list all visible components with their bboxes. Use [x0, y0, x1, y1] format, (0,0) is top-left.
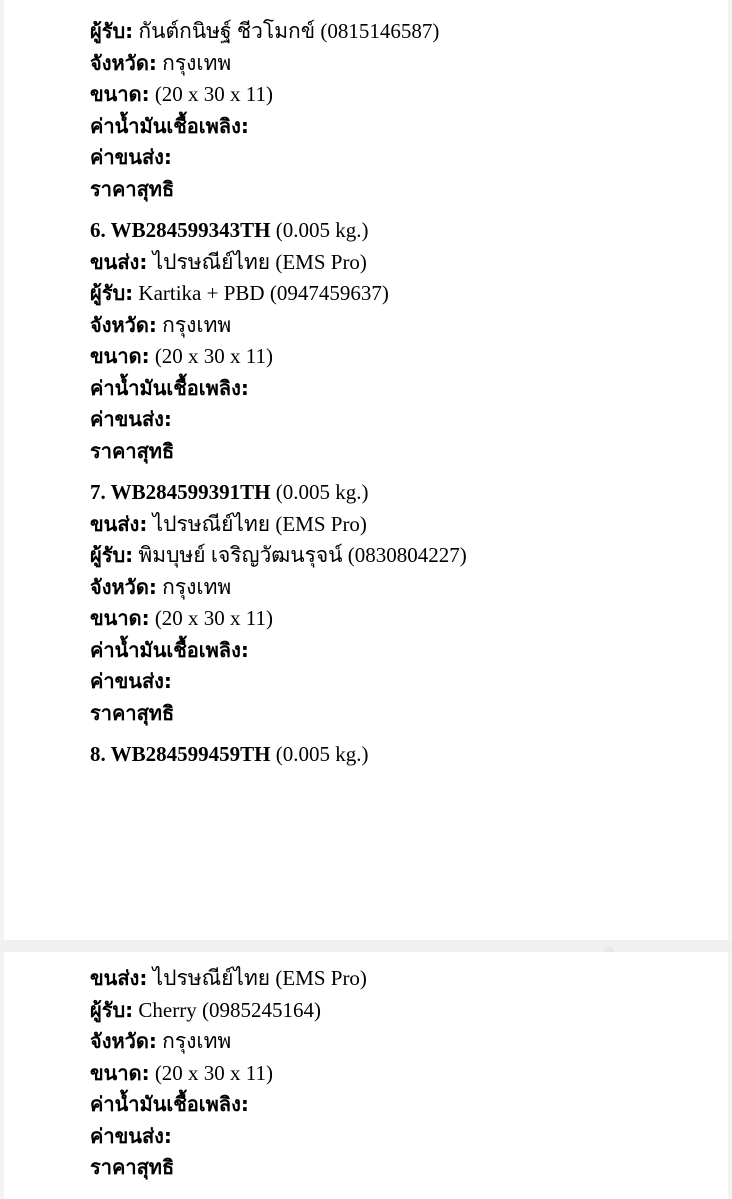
- province-row: จังหวัด: กรุงเทพ: [90, 574, 232, 599]
- shipment-entry-5: [90, 16, 728, 205]
- tracking-row: [90, 739, 728, 771]
- province-row: จังหวัด: กรุงเทพ: [90, 50, 232, 75]
- net-price-row: ราคาสุทธิ: [90, 438, 175, 463]
- right-edge: [728, 0, 732, 1199]
- province-row: จังหวัด: กรุงเทพ: [90, 1029, 232, 1053]
- net-price-row: ราคาสุทธิ: [90, 1155, 175, 1179]
- shipping-fee-row: ค่าขนส่ง:: [90, 1123, 172, 1148]
- shipment-entry-8-header: [90, 739, 728, 771]
- shipment-entry-7: [90, 477, 728, 729]
- fuel-row: ค่าน้ำมันเชื้อเพลิง:: [90, 637, 249, 662]
- fuel-row: ค่าน้ำมันเชื้อเพลิง:: [90, 113, 249, 138]
- net-price-row: ราคาสุทธิ: [90, 176, 175, 201]
- fuel-row: ค่าน้ำมันเชื้อเพลิง:: [90, 1092, 249, 1116]
- carrier-row: ขนส่ง: ไปรษณีย์ไทย (EMS Pro): [90, 249, 367, 274]
- size-row: ขนาด: (20 x 30 x 11): [90, 1060, 274, 1085]
- carrier-row: ขนส่ง: ไปรษณีย์ไทย (EMS Pro): [90, 966, 367, 990]
- recipient-row: ผู้รับ: พิมบุษย์ เจริญวัฒนรุจน์ (0830804227): [90, 543, 467, 567]
- shipment-list: [90, 16, 728, 771]
- weight: (0.005 kg.): [275, 480, 369, 504]
- size-row: ขนาด: (20 x 30 x 11): [90, 606, 274, 630]
- tracking-row: [90, 477, 728, 509]
- recipient-row: ผู้รับ: กันต์กนิษฐ์ ชีวโมกข์ (0815146587): [90, 19, 440, 43]
- province-row: จังหวัด: กรุงเทพ: [90, 312, 232, 337]
- tracking-number: 6. WB284599343TH: [90, 218, 271, 242]
- shipment-entry-6: [90, 215, 728, 467]
- fuel-row: ค่าน้ำมันเชื้อเพลิง:: [90, 375, 249, 400]
- document-page-bottom: [4, 952, 728, 1199]
- shipment-entry-8: [90, 963, 728, 1184]
- document-page-top: [4, 0, 728, 940]
- size-row: ขนาด: (20 x 30 x 11): [90, 344, 274, 368]
- shipping-fee-row: ค่าขนส่ง:: [90, 407, 172, 431]
- carrier-row: ขนส่ง: ไปรษณีย์ไทย (EMS Pro): [90, 511, 367, 536]
- page-gap: [0, 940, 732, 952]
- shipping-fee-row: ค่าขนส่ง:: [90, 669, 172, 693]
- weight: (0.005 kg.): [275, 218, 369, 242]
- size-row: ขนาด: (20 x 30 x 11): [90, 82, 274, 106]
- recipient-row: ผู้รับ: Cherry (0985245164): [90, 997, 321, 1022]
- tracking-row: [90, 215, 728, 247]
- tracking-number: 8. WB284599459TH: [90, 742, 271, 766]
- recipient-row: ผู้รับ: Kartika + PBD (0947459637): [90, 281, 389, 305]
- net-price-row: ราคาสุทธิ: [90, 700, 175, 725]
- tracking-number: 7. WB284599391TH: [90, 480, 271, 504]
- shipping-fee-row: ค่าขนส่ง:: [90, 145, 172, 169]
- weight: (0.005 kg.): [275, 742, 369, 766]
